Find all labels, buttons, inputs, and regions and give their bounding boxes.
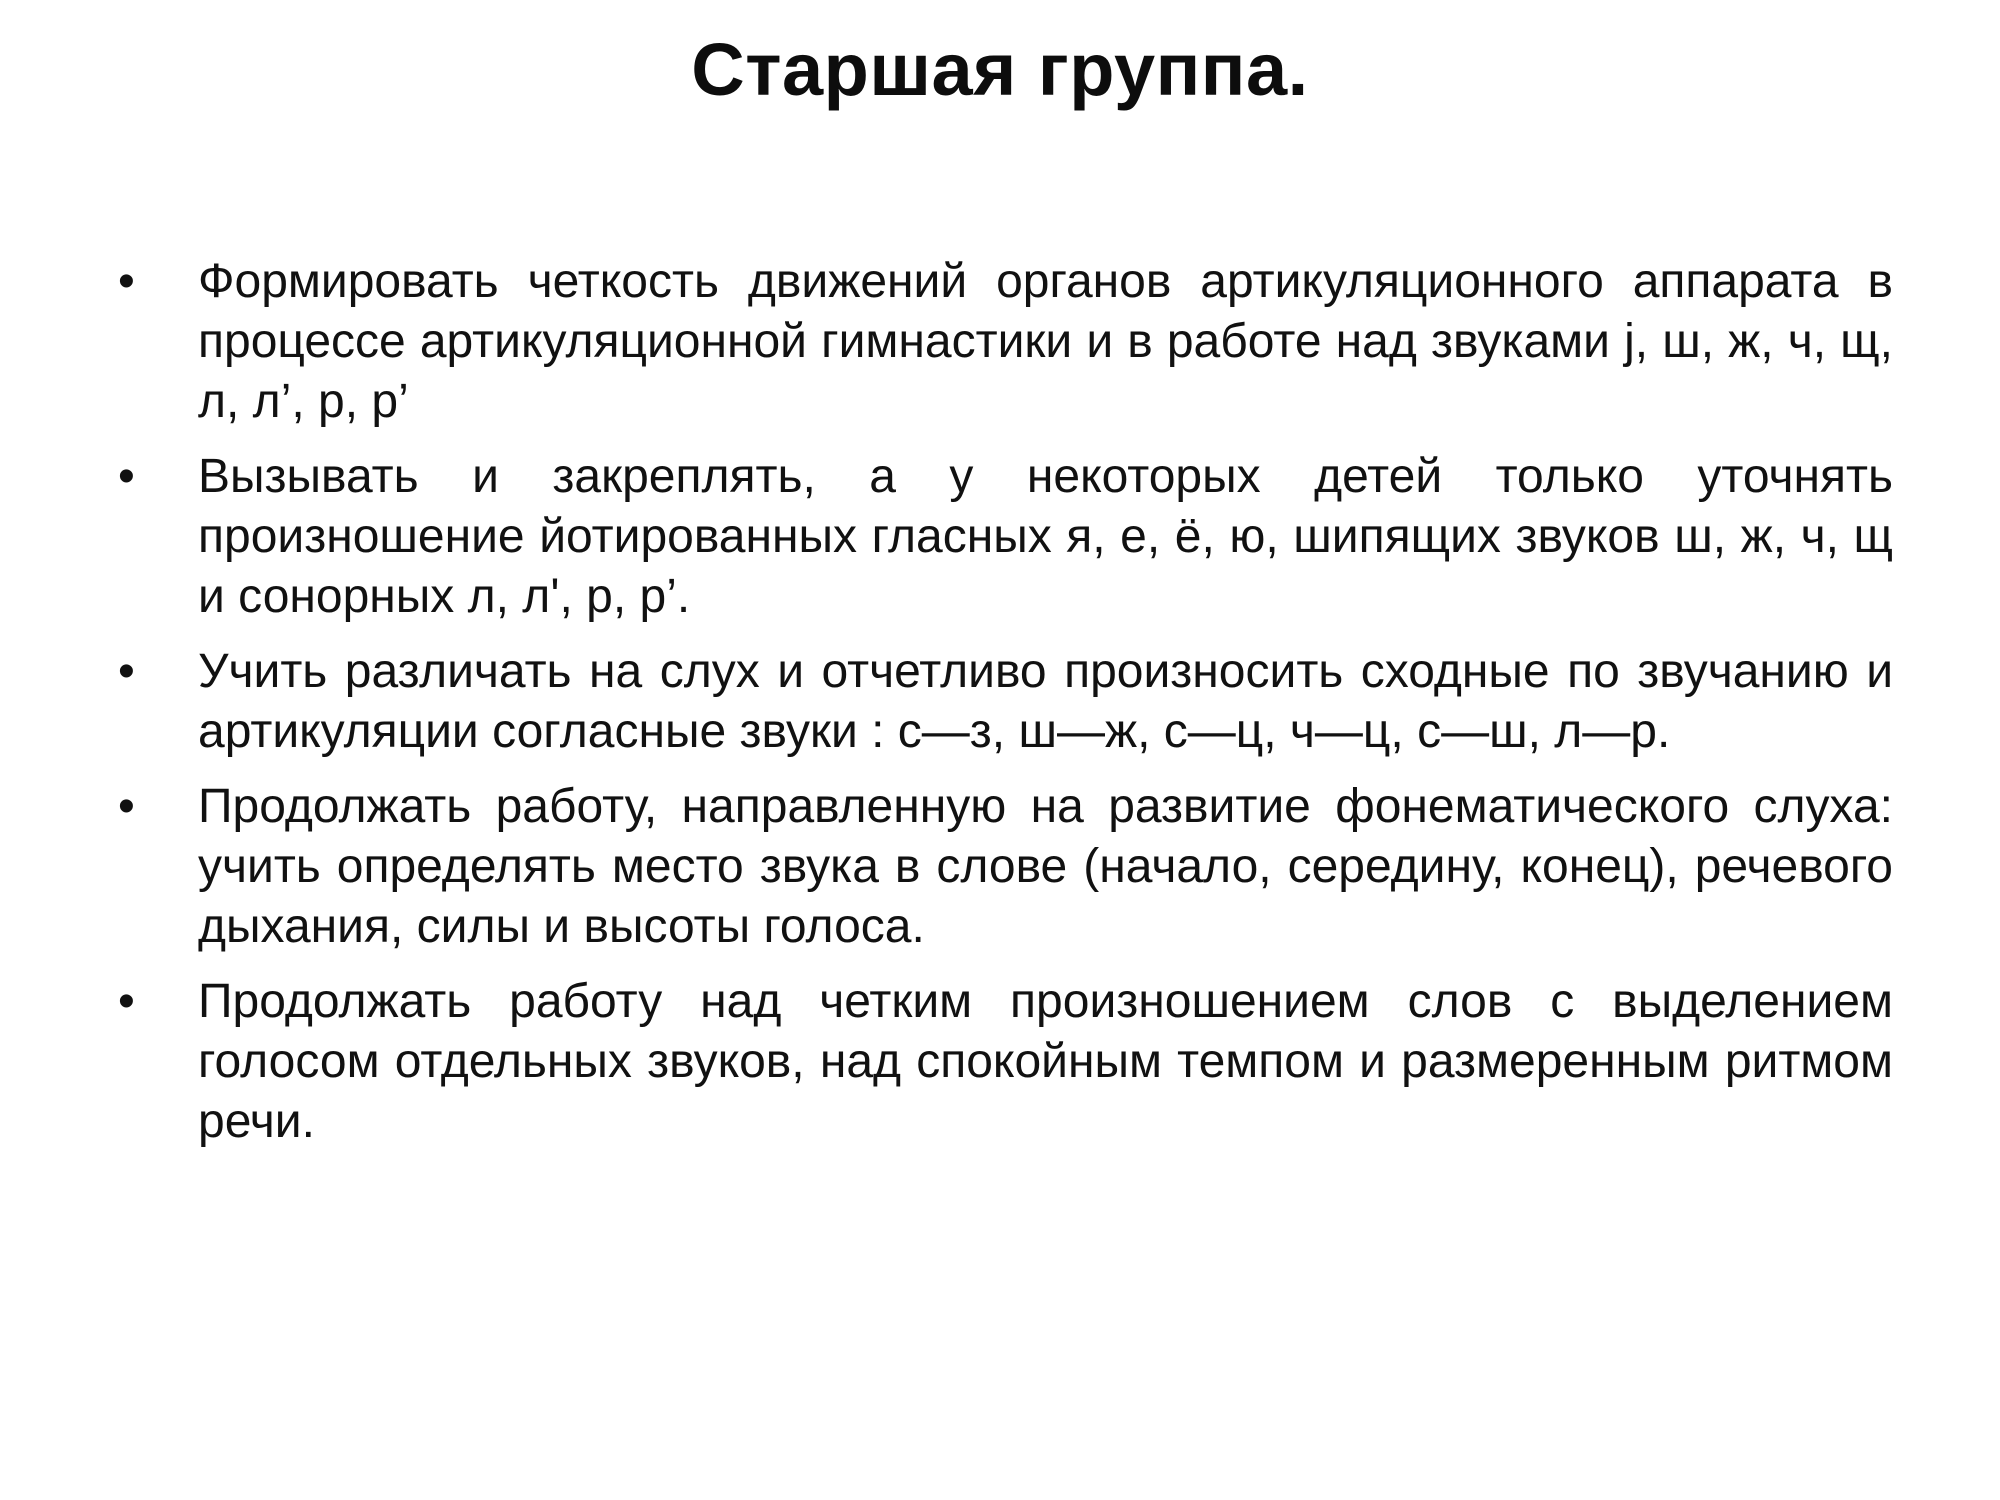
bullet-text: Вызывать и закреплять, а у некоторых детей только уточнять произношение йотированных гласных я, е, ё, ю, шипящих звуков ш, ж, ч, щ и сонорных л, л', р, р’. bbox=[198, 450, 1893, 623]
bullet-item bbox=[118, 447, 1893, 627]
bullet-icon: • bbox=[118, 780, 135, 833]
bullet-item bbox=[118, 777, 1893, 957]
bullet-icon: • bbox=[118, 975, 135, 1028]
bullet-text: Продолжать работу над четким произношением слов с выделением голосом отдельных звуков, над спокойным темпом и размеренным ритмом речи. bbox=[198, 975, 1893, 1148]
bullet-icon: • bbox=[118, 645, 135, 698]
bullet-icon: • bbox=[118, 255, 135, 308]
bullet-list bbox=[118, 252, 1893, 1167]
bullet-icon: • bbox=[118, 450, 135, 503]
bullet-item bbox=[118, 252, 1893, 432]
slide-title: Старшая группа. bbox=[691, 28, 1309, 111]
bullet-item bbox=[118, 642, 1893, 762]
bullet-item bbox=[118, 972, 1893, 1152]
bullet-text: Продолжать работу, направленную на развитие фонематического слуха: учить определять место звука в слове (начало, середину, конец), речевого дыхания, силы и высоты голоса. bbox=[198, 780, 1893, 953]
bullet-text: Учить различать на слух и отчетливо произносить сходные по звучанию и артикуляции согласные звуки : с—з, ш—ж, с—ц, ч—ц, с—ш, л—р. bbox=[198, 645, 1893, 758]
bullet-text: Формировать четкость движений органов артикуляционного аппарата в процессе артикуляционной гимнастики и в работе над звуками j, ш, ж, ч, щ, л, л’, р, р’ bbox=[198, 255, 1893, 428]
